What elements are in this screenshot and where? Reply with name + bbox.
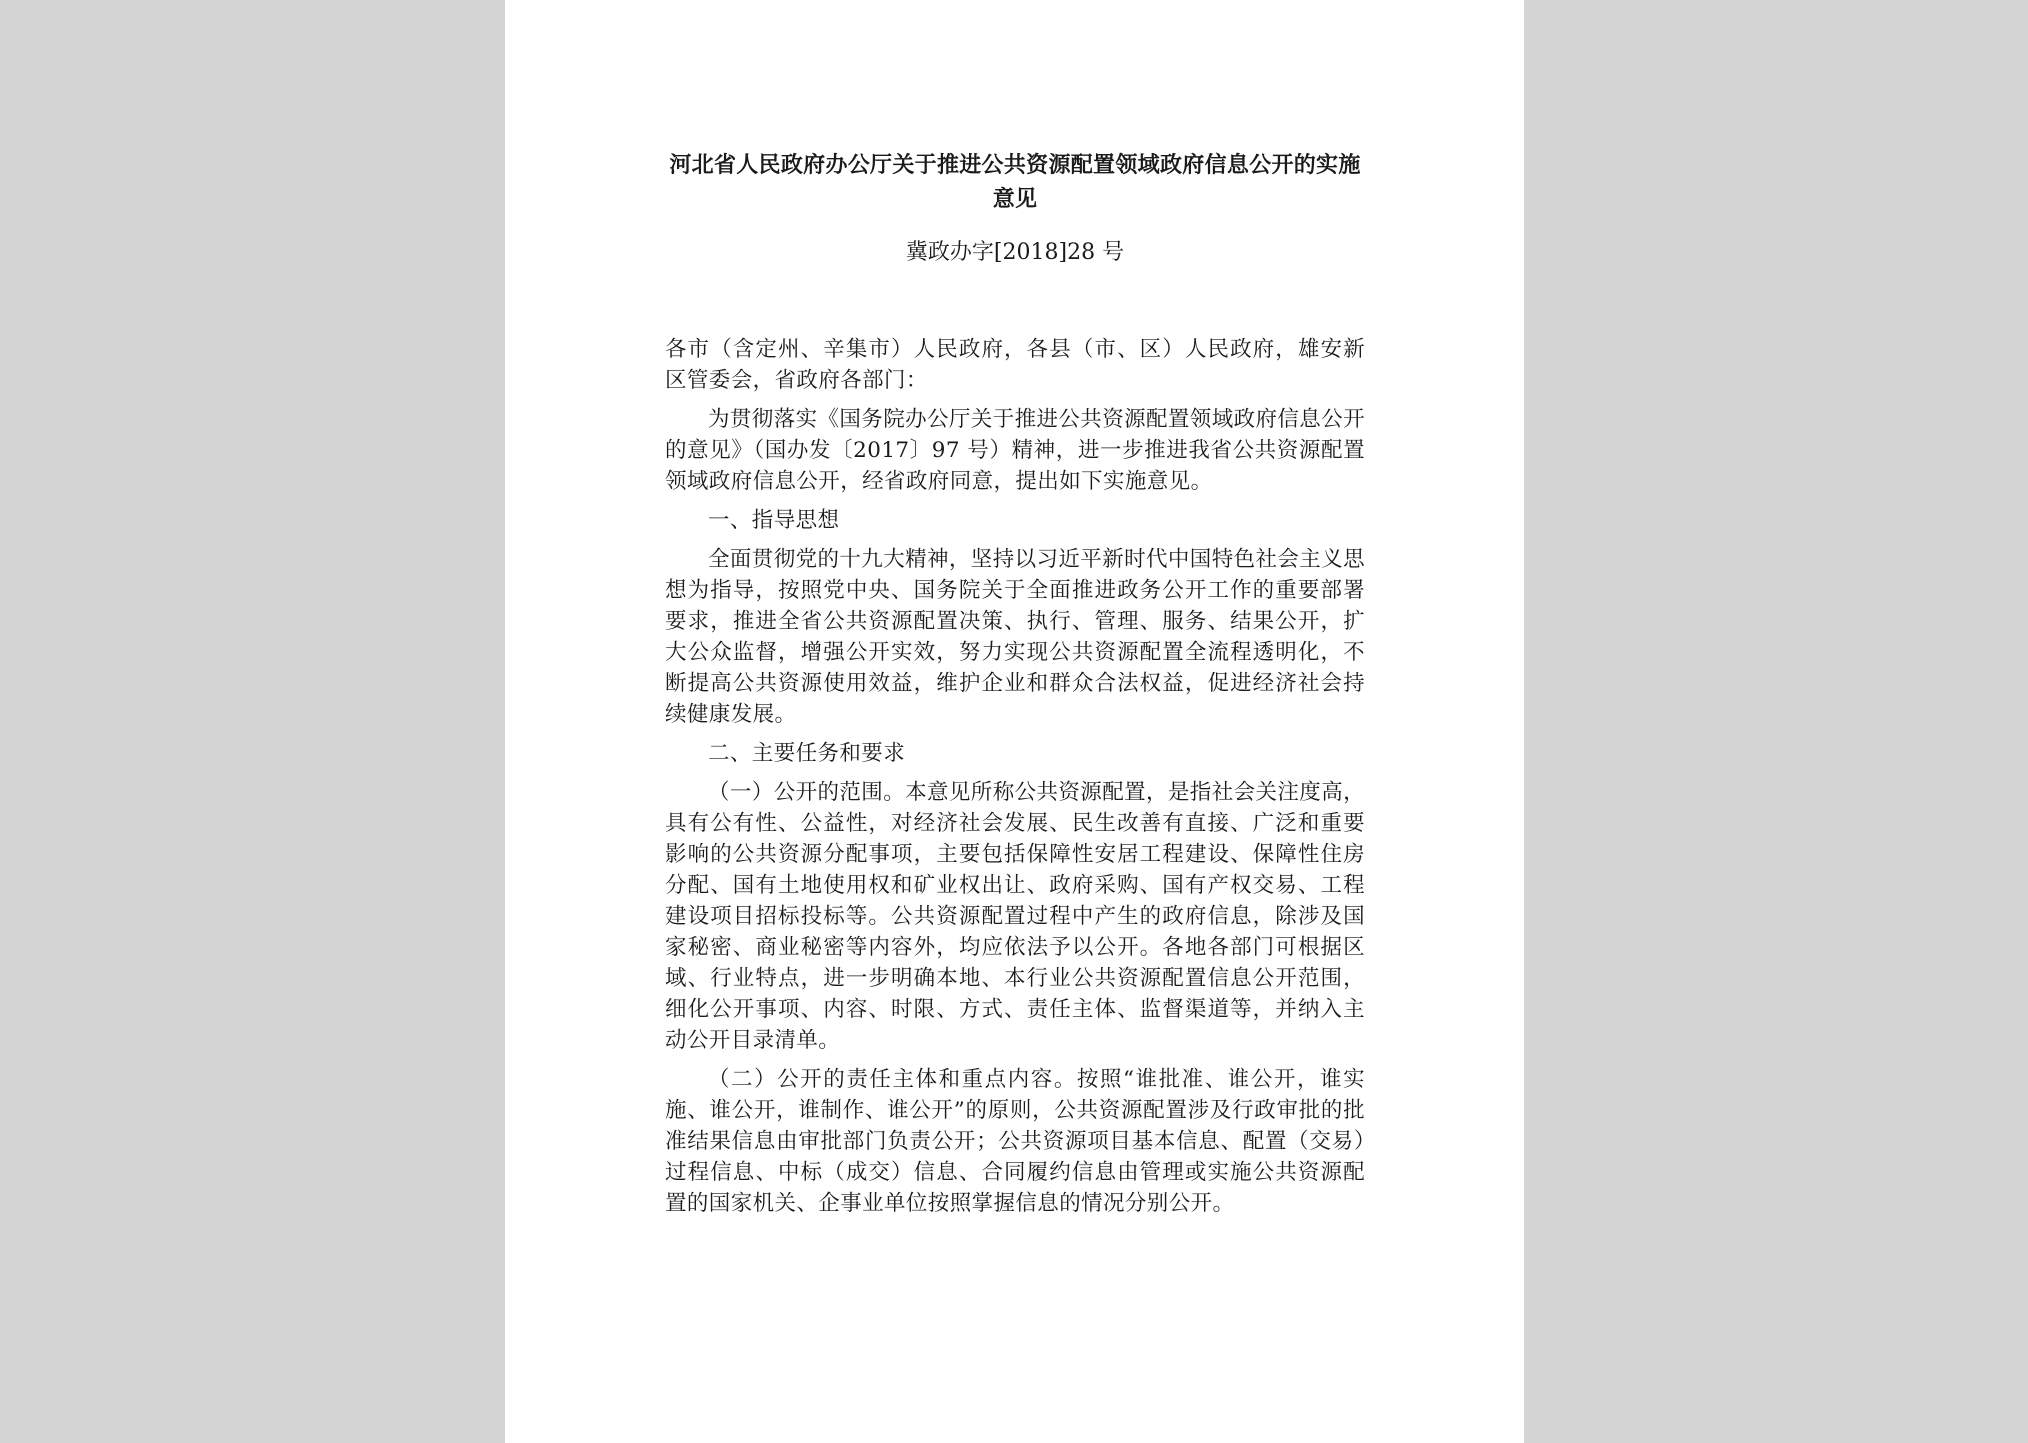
document-page [505,0,1524,1443]
guiding-ideology-paragraph: 全面贯彻党的十九大精神，坚持以习近平新时代中国特色社会主义思想为指导，按照党中央、国务院关于全面推进政务公开工作的重要部署要求，推进全省公共资源配置决策、执行、管理、服务、结果公开，扩大公众监督，增强公开实效，努力实现公共资源配置全流程透明化，不断提高公共资源使用效益，维护企业和群众合法权益，促进经济社会持续健康发展。 [665,547,1366,727]
document-content [665,148,1365,1227]
salutation-paragraph: 各市（含定州、辛集市）人民政府，各县（市、区）人民政府，雄安新区管委会，省政府各部门： [665,337,1365,393]
document-title: 河北省人民政府办公厅关于推进公共资源配置领域政府信息公开的实施意见 [669,152,1361,212]
section-heading-guiding-ideology: 一、指导思想 [708,508,840,533]
intro-paragraph: 为贯彻落实《国务院办公厅关于推进公共资源配置领域政府信息公开的意见》（国办发〔2017〕97 号）精神，进一步推进我省公共资源配置领域政府信息公开，经省政府同意，提出如下实施意见。 [665,407,1366,494]
scope-paragraph: （一）公开的范围。本意见所称公共资源配置，是指社会关注度高，具有公有性、公益性，对经济社会发展、民生改善有直接、广泛和重要影响的公共资源分配事项，主要包括保障性安居工程建设、保障性住房分配、国有土地使用权和矿业权出让、政府采购、国有产权交易、工程建设项目招标投标等。公共资源配置过程中产生的政府信息，除涉及国家秘密、商业秘密等内容外，均应依法予以公开。各地各部门可根据区域、行业特点，进一步明确本地、本行业公共资源配置信息公开范围，细化公开事项、内容、时限、方式、责任主体、监督渠道等，并纳入主动公开目录清单。 [665,780,1366,1053]
document-body [665,334,1365,1219]
responsibility-paragraph: （二）公开的责任主体和重点内容。按照“谁批准、谁公开，谁实施、谁公开，谁制作、谁公开”的原则，公共资源配置涉及行政审批的批准结果信息由审批部门负责公开；公共资源项目基本信息、配置（交易）过程信息、中标（成交）信息、合同履约信息由管理或实施公共资源配置的国家机关、企事业单位按照掌握信息的情况分别公开。 [665,1067,1365,1216]
section-heading-main-tasks: 二、主要任务和要求 [708,741,906,766]
document-number: 冀政办字[2018]28 号 [905,240,1125,265]
